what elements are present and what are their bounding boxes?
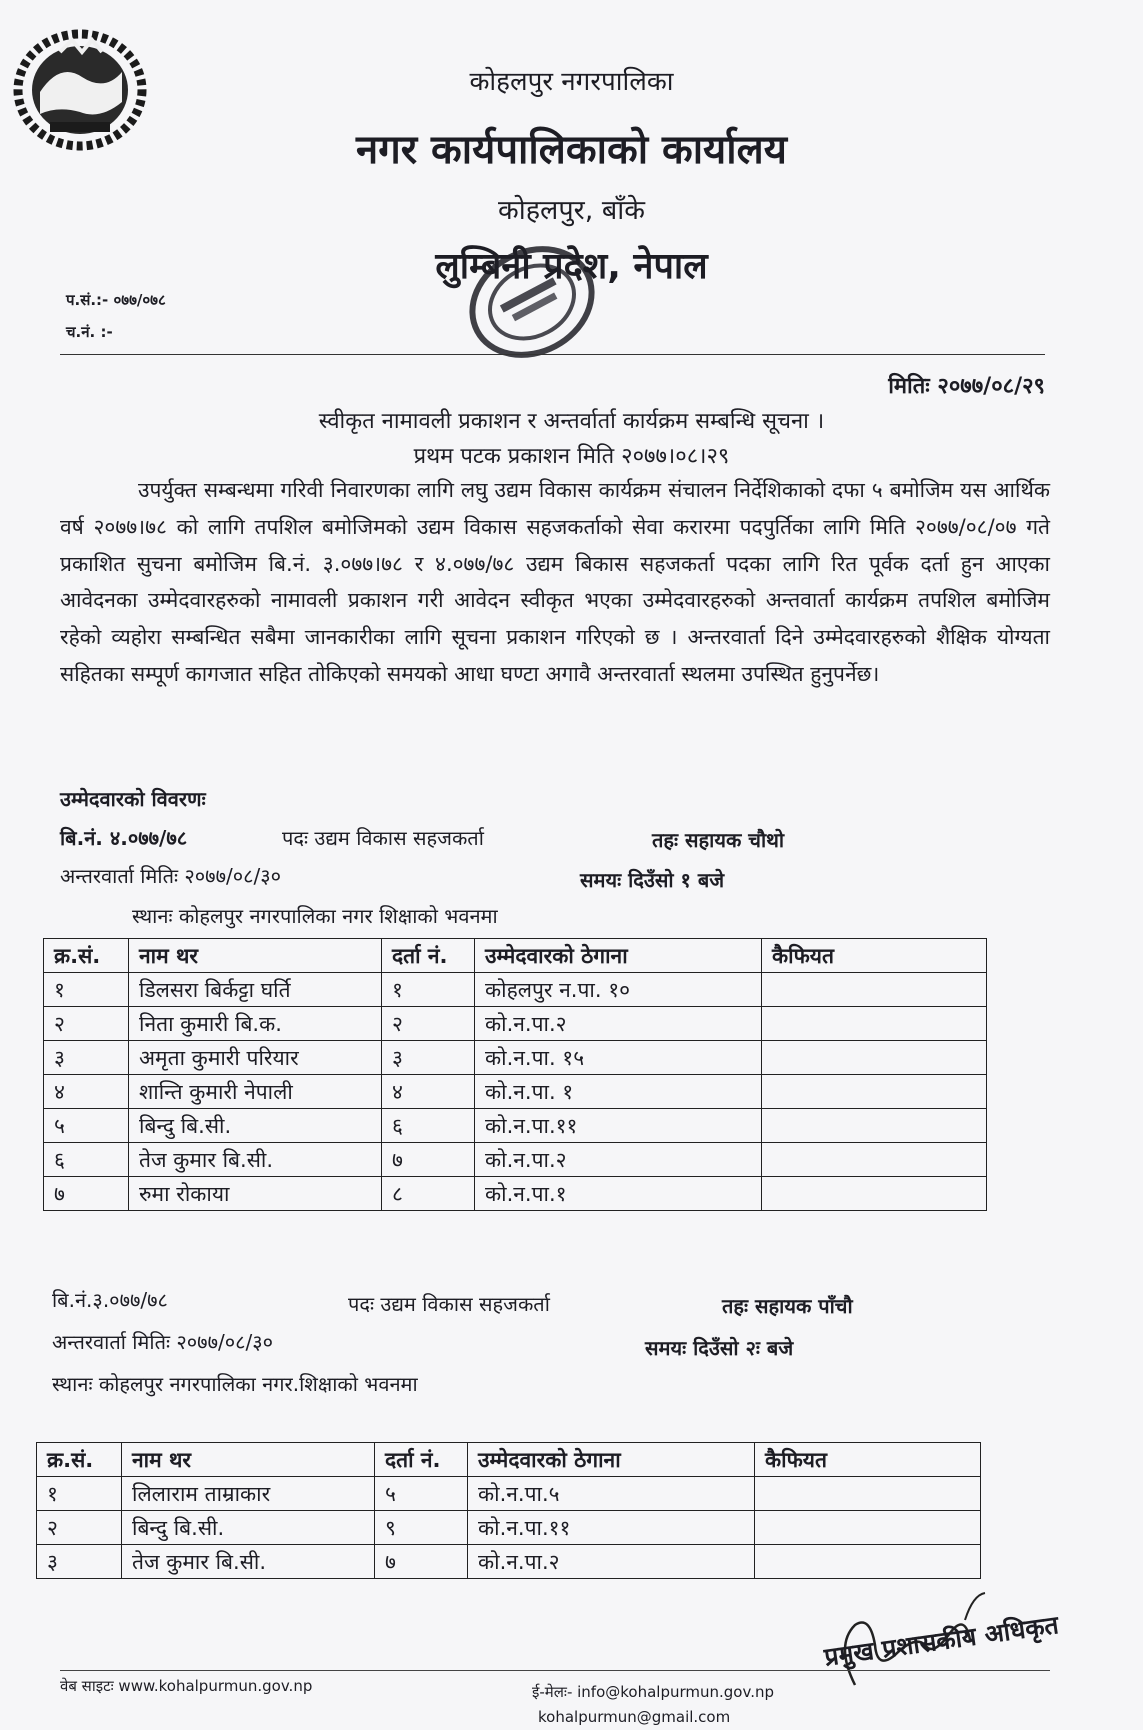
footer-email-alt: kohalpurmun@gmail.com — [538, 1708, 731, 1726]
table-row — [44, 1143, 987, 1177]
footer-email: ई-मेलः- info@kohalpurmun.gov.np — [532, 1683, 774, 1701]
col-serial: क्र.सं. — [44, 939, 129, 973]
candidates-table-2 — [36, 1442, 981, 1579]
cell-reg-no: ५ — [375, 1477, 468, 1511]
cell-reg-no: ८ — [382, 1177, 475, 1211]
section1-time: समयः दिउँसो १ बजे — [580, 868, 725, 892]
cell-reg-no: १ — [382, 973, 475, 1007]
cell-name: लिलाराम ताम्राकार — [122, 1477, 375, 1511]
cell-remarks — [762, 1143, 987, 1177]
cell-name: शान्ति कुमारी नेपाली — [129, 1075, 382, 1109]
cell-serial: ५ — [44, 1109, 129, 1143]
cell-address: को.न.पा.२ — [468, 1545, 755, 1579]
cell-name: तेज कुमार बि.सी. — [122, 1545, 375, 1579]
cell-address: को.न.पा.१ — [475, 1177, 762, 1211]
cell-serial: ३ — [37, 1545, 122, 1579]
cell-serial: १ — [37, 1477, 122, 1511]
table-header-row — [44, 939, 987, 973]
table-row — [44, 973, 987, 1007]
cell-remarks — [762, 973, 987, 1007]
section2-time: समयः दिउँसो २ः बजे — [645, 1336, 794, 1360]
cell-remarks — [762, 1041, 987, 1075]
table-row — [44, 1041, 987, 1075]
candidates-table-1 — [43, 938, 987, 1211]
table-row — [37, 1545, 981, 1579]
section2-ad-number: बि.नं.३.०७७/७८ — [52, 1288, 168, 1312]
cell-remarks — [762, 1075, 987, 1109]
cell-remarks — [762, 1177, 987, 1211]
footer-website: वेब साइटः www.kohalpurmun.gov.np — [60, 1677, 313, 1695]
section2-post: पदः उद्यम विकास सहजकर्ता — [348, 1292, 550, 1316]
section2-interview-date: अन्तरवार्ता मितिः २०७७/०८/३० — [52, 1330, 274, 1354]
office-location: कोहलपुर, बाँके — [497, 195, 646, 226]
cell-serial: ६ — [44, 1143, 129, 1177]
cell-reg-no: ७ — [375, 1545, 468, 1579]
footer-divider — [60, 1670, 1050, 1671]
notice-title: स्वीकृत नामावली प्रकाशन र अन्तर्वार्ता कार्यक्रम सम्बन्धि सूचना । — [318, 409, 825, 434]
table-row — [44, 1075, 987, 1109]
col-serial: क्र.सं. — [37, 1443, 122, 1477]
cell-address: को.न.पा.२ — [475, 1007, 762, 1041]
cell-name: बिन्दु बि.सी. — [129, 1109, 382, 1143]
section1-ad-number: बि.नं. ४.०७७/७८ — [60, 826, 188, 850]
province-country: लुम्बिनी प्रदेश, नेपाल — [435, 246, 708, 287]
cell-name: बिन्दु बि.सी. — [122, 1511, 375, 1545]
cell-reg-no: ६ — [382, 1109, 475, 1143]
cell-serial: २ — [37, 1511, 122, 1545]
cell-reg-no: ३ — [382, 1041, 475, 1075]
cell-remarks — [755, 1511, 981, 1545]
col-reg-no: दर्ता नं. — [382, 939, 475, 973]
cell-serial: ३ — [44, 1041, 129, 1075]
table-row — [44, 1109, 987, 1143]
table-row — [44, 1177, 987, 1211]
publication-date: प्रथम पटक प्रकाशन मिति २०७७।०८।२९ — [413, 444, 730, 469]
cell-name: रुमा रोकाया — [129, 1177, 382, 1211]
cell-address: को.न.पा.५ — [468, 1477, 755, 1511]
cell-serial: ७ — [44, 1177, 129, 1211]
header-divider — [60, 354, 1045, 355]
cell-address: कोहलपुर न.पा. १० — [475, 973, 762, 1007]
cell-name: निता कुमारी बि.क. — [129, 1007, 382, 1041]
municipality-name: कोहलपुर नगरपालिका — [469, 67, 674, 97]
table-row — [37, 1477, 981, 1511]
cell-address: को.न.पा.२ — [475, 1143, 762, 1177]
section2-level: तहः सहायक पाँचौ — [722, 1294, 853, 1318]
candidate-details-heading: उम्मेदवारको विवरणः — [60, 787, 206, 811]
section1-level: तहः सहायक चौथो — [652, 828, 785, 852]
cell-name: अमृता कुमारी परियार — [129, 1041, 382, 1075]
cell-name: तेज कुमार बि.सी. — [129, 1143, 382, 1177]
cell-reg-no: ४ — [382, 1075, 475, 1109]
col-name: नाम थर — [129, 939, 382, 973]
section1-post: पदः उद्यम विकास सहजकर्ता — [282, 826, 484, 850]
notice-body: उपर्युक्त सम्बन्धमा गरिवी निवारणका लागि लघु उद्यम विकास कार्यक्रम संचालन निर्देशिकाको दफा ५ बमोजिम यस आर्थिक वर्ष २०७७।७८ को लागि तपशिल बमोजिमको उद्यम विकास सहजकर्ताको सेवा करारमा पदपुर्तिका लागि मिति २०७७/०८/०७ गते प्रकाशित सुचना बमोजिम बि.नं. ३.०७७।७८ र ४.०७७/७८ उद्यम बिकास सहजकर्ता पदका लागि रित पूर्वक दर्ता हुन आएका आवेदनका उम्मेदवारहरुको नामावली प्रकाशन गरी आवेदन स्वीकृत भएका उम्मेदवारहरुको अन्तवार्ता कार्यक्रम तपशिल बमोजिम रहेको व्यहोरा सम्बन्धित सबैमा जानकारीका लागि सूचना प्रकाशन गरिएको छ । अन्तरवार्ता दिने उम्मेदवारहरुको शैक्षिक योग्यता सहितका सम्पूर्ण कागजात सहित तोकिएको समयको आधा घण्टा अगावै अन्तरवार्ता स्थलमा उपस्थित हुनुपर्नेछ। — [60, 478, 1050, 686]
col-remarks: कैफियत — [762, 939, 987, 973]
col-name: नाम थर — [122, 1443, 375, 1477]
col-remarks: कैफियत — [755, 1443, 981, 1477]
col-address: उम्मेदवारको ठेगाना — [475, 939, 762, 973]
table-header-row — [37, 1443, 981, 1477]
chief-administrative-officer: प्रमुख प्रशासकीय अधिकृत — [822, 1610, 1061, 1672]
cell-serial: १ — [44, 973, 129, 1007]
office-name: नगर कार्यपालिकाको कार्यालय — [356, 127, 787, 173]
cell-reg-no: ७ — [382, 1143, 475, 1177]
notice-date: मितिः २०७७/०८/२९ — [888, 374, 1045, 399]
section1-interview-date: अन्तरवार्ता मितिः २०७७/०८/३० — [60, 864, 282, 888]
reference-number: प.सं.:- ०७७/०७८ — [66, 291, 166, 309]
col-address: उम्मेदवारको ठेगाना — [468, 1443, 755, 1477]
cell-address: को.न.पा. १ — [475, 1075, 762, 1109]
cell-address: को.न.पा.११ — [468, 1511, 755, 1545]
cell-reg-no: २ — [382, 1007, 475, 1041]
cell-address: को.न.पा.११ — [475, 1109, 762, 1143]
col-reg-no: दर्ता नं. — [375, 1443, 468, 1477]
cell-address: को.न.पा. १५ — [475, 1041, 762, 1075]
office-stamp — [452, 232, 612, 372]
table-row — [37, 1511, 981, 1545]
section2-venue: स्थानः कोहलपुर नगरपालिका नगर.शिक्षाको भवनमा — [52, 1372, 418, 1396]
dispatch-number: च.नं. :- — [66, 323, 113, 341]
cell-reg-no: ९ — [375, 1511, 468, 1545]
section1-venue: स्थानः कोहलपुर नगरपालिका नगर शिक्षाको भवनमा — [132, 904, 498, 928]
cell-remarks — [762, 1109, 987, 1143]
cell-serial: ४ — [44, 1075, 129, 1109]
table-row — [44, 1007, 987, 1041]
cell-serial: २ — [44, 1007, 129, 1041]
cell-remarks — [755, 1477, 981, 1511]
cell-name: डिलसरा बिर्कट्टा घर्ति — [129, 973, 382, 1007]
cell-remarks — [762, 1007, 987, 1041]
cell-remarks — [755, 1545, 981, 1579]
